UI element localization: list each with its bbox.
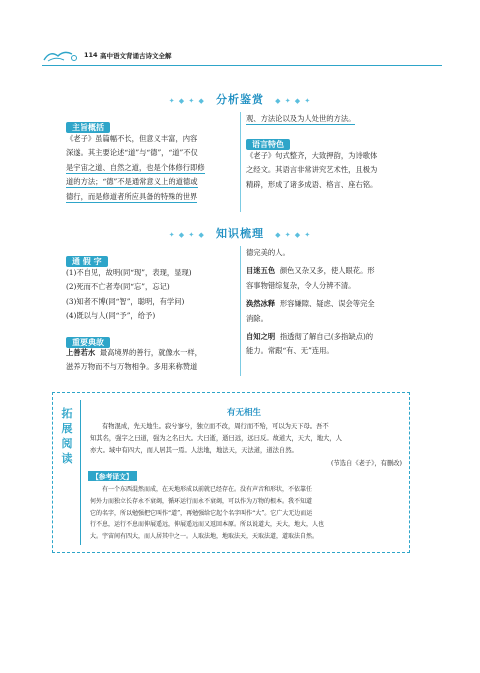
language-tag: 语言特色 (246, 132, 290, 151)
language-paragraph: 《老子》句式整齐，大致押韵，为诗歌体 之经文。其语言非常讲究艺术性，且极为 精辟，形成了诸多成语、格言、座右铭。 (246, 151, 378, 189)
column-divider (240, 112, 241, 212)
book-logo-icon (42, 48, 80, 64)
dianli-tag: 重要典故 (66, 330, 110, 349)
list-item: (2)死而不亡者寿(同“忘”，忘记) (66, 282, 170, 292)
extension-title: 有无相生 (226, 408, 261, 418)
idiom-term: 涣然冰释 (246, 299, 276, 309)
idiom-list: 德完美的人。 目迷五色 颜色又杂又多，使人眼花。形 容事物错综复杂，令人分辨不清。 涣然冰释 形容嫌隙、疑虑、误会等完全 消除。 自知之明 指透彻了解自己(多指缺点)的 能力。常跟“有、无”连用。 (246, 248, 375, 356)
idiom-term: 自知之明 (246, 332, 276, 342)
idiom-term: 目迷五色 (246, 266, 276, 276)
page-number: 114 (84, 51, 98, 59)
analysis-title: 分析鉴赏 (216, 93, 264, 106)
tongjia-tag: 通 假 字 (66, 249, 108, 268)
page-header (42, 48, 442, 60)
extension-source: (节选自《老子》，有删改) (330, 459, 402, 467)
list-item: (3)知者不博(同“智”，聪明，有学问) (66, 296, 185, 306)
extension-text: 有物混成，先天地生。寂兮寥兮，独立而不改，周行而不殆，可以为天下母。吾不 知其名，强字之曰道，强为之名曰大。大曰逝，逝曰远，远曰反。故道大，天大，地大，人 亦大。域中有四大，而人居其一焉。人法地，地法天，天法道，道法自然。 (节选自《老子》，有删改) (90, 421, 402, 470)
book-title: 高中语文背诵古诗文全解 (100, 52, 172, 60)
theme-continued: 观、方法论以及为人处世的方法。 (246, 114, 356, 123)
list-item: (1)不自见，故明(同“现”，表现，显现) (66, 268, 192, 277)
theme-paragraph: 《老子》虽篇幅不长，但意义丰富，内容 深遂。其主要论述“道”与“德”，“道”不仅 是宇宙之道、自然之道，也是个体修行即修 道的方法；“德”不是通常意义上的道德或 德行，而是修道者所应具备的特殊的世界 (66, 134, 205, 201)
decor-dots-left: ✦ ◆ ✦ ◆ (168, 97, 205, 105)
column-divider-2 (240, 246, 241, 376)
analysis-heading (0, 88, 480, 107)
header-divider (42, 65, 442, 66)
list-item: (4)既以与人(同“予”，给予) (66, 311, 156, 321)
theme-tag: 主旨概括 (66, 115, 110, 134)
decor-dots-right: ◆ ✦ ◆ ✦ (275, 97, 312, 105)
extension-divider (80, 400, 81, 545)
translation-text: 有一个东西混然而成，在天地形成以前就已经存在。没有声音和形状，不依靠任 何外力而独立长存永不衰竭，循环运行而永不衰竭，可以作为万物的根本。我不知道 它的名字，所以勉强把它叫作“道”，再勉强给它起个名字叫作“大”。它广大无边而运 行不息，运行不息而伸展遥远，伸展遥远而又返回本原。所以说道大，天大，地大，人也 大。宇宙间有四大，而人居其中之一。人取法地，地取法天，天取法道，道取法自然。 (90, 486, 325, 541)
dianli-entry: 上善若水 最高境界的善行，就像水一样， 滋养万物而不与万物相争。多用来称赞道 (66, 348, 202, 372)
dianli-term: 上善若水 (66, 348, 96, 357)
decor-dots-right-2: ◆ ✦ ◆ ✦ (275, 231, 312, 239)
decor-dots-left-2: ✦ ◆ ✦ ◆ (168, 231, 205, 239)
reference-translation-tag: 【参考译文】 (88, 471, 137, 481)
extension-side-label: 拓 展 阅 读 (61, 407, 73, 465)
knowledge-heading (0, 222, 480, 241)
knowledge-title: 知识梳理 (216, 227, 264, 240)
tongjia-list (66, 266, 241, 324)
